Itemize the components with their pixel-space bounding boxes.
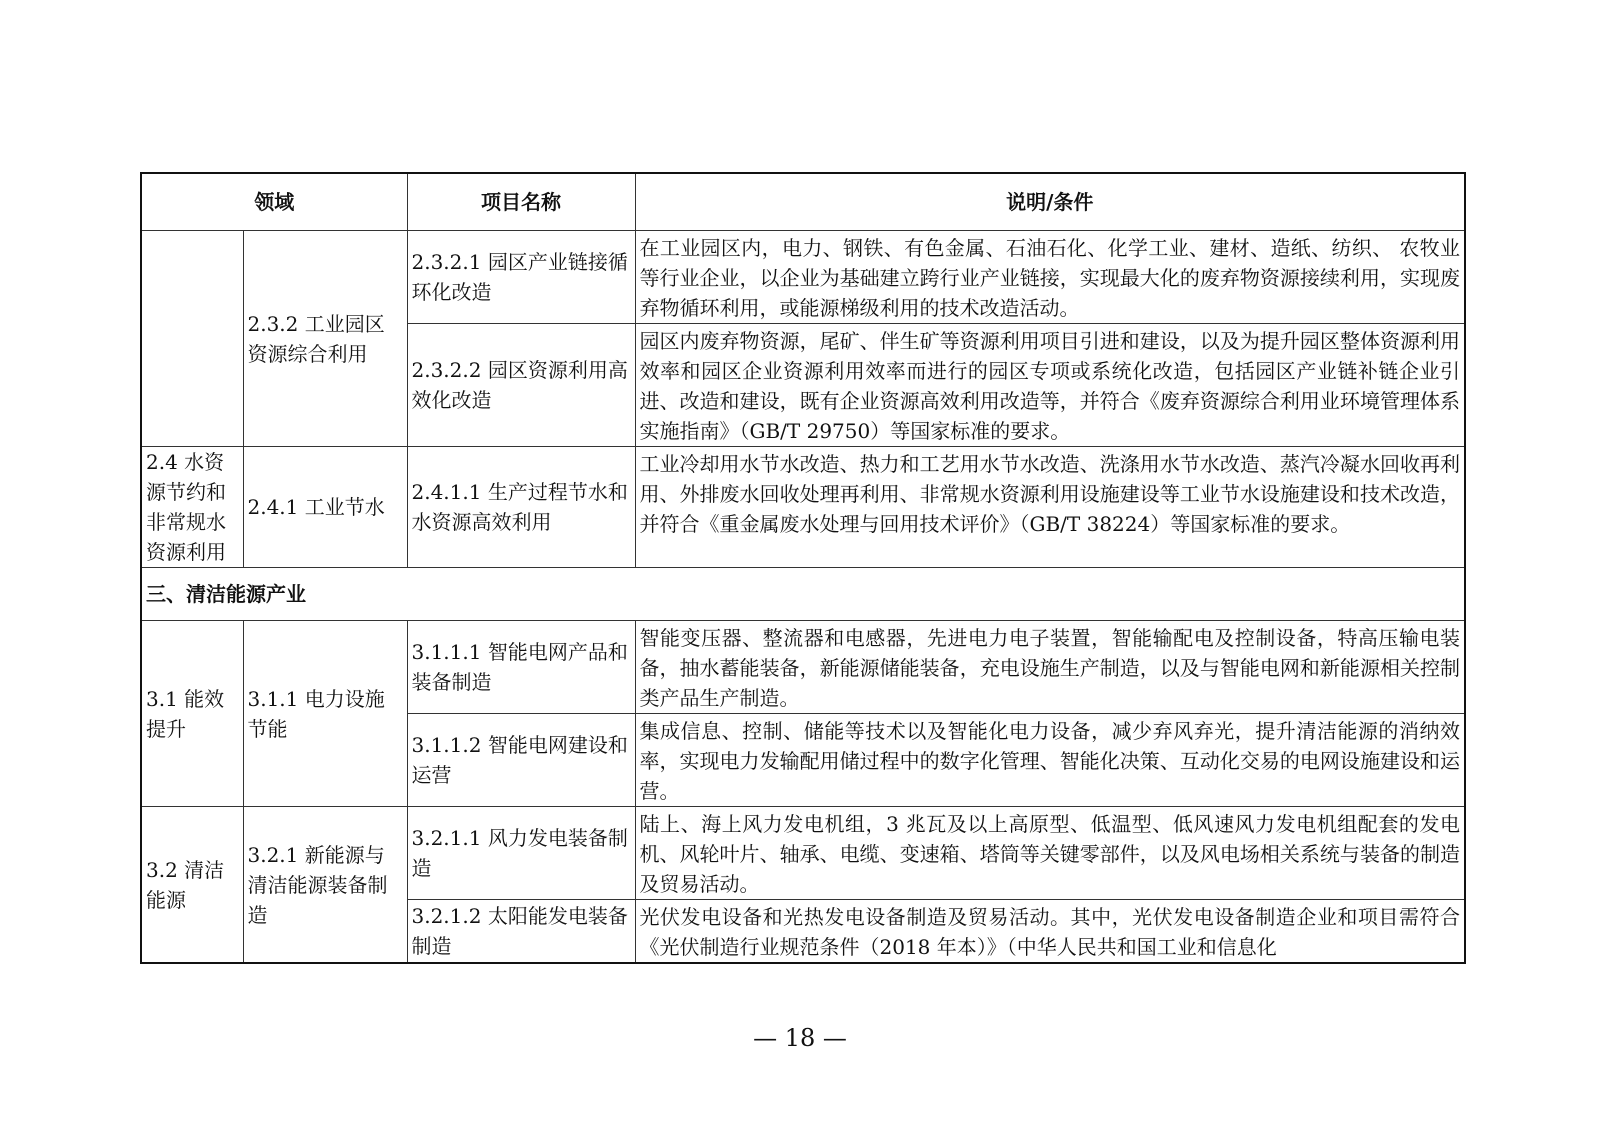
sub-domain-cell: 3.2.1 新能源与清洁能源装备制造 — [243, 807, 407, 964]
header-description: 说明/条件 — [635, 173, 1465, 231]
table-row — [141, 807, 1465, 900]
description-cell: 集成信息、控制、储能等技术以及智能化电力设备，减少弃风弃光，提升清洁能源的消纳效率，实现电力发输配用储过程中的数字化管理、智能化决策、互动化交易的电网设施建设和运营。 — [635, 714, 1465, 807]
domain-cell: 3.1 能效提升 — [141, 621, 243, 807]
header-project-name: 项目名称 — [407, 173, 635, 231]
description-cell: 在工业园区内，电力、钢铁、有色金属、石油石化、化学工业、建材、造纸、纺织、 农牧业等行业企业，以企业为基础建立跨行业产业链接，实现最大化的废弃物资源接续利用，实现废弃物循环利用，或能源梯级利用的技术改造活动。 — [635, 231, 1465, 324]
table-row — [141, 231, 1465, 324]
project-name-cell: 2.3.2.1 园区产业链接循环化改造 — [407, 231, 635, 324]
description-cell: 工业冷却用水节水改造、热力和工艺用水节水改造、洗涤用水节水改造、蒸汽冷凝水回收再利用、外排废水回收处理再利用、非常规水资源利用设施建设等工业节水设施建设和技术改造，并符合《重金属废水处理与回用技术评价》（GB/T 38224）等国家标准的要求。 — [635, 447, 1465, 568]
sub-domain-cell: 3.1.1 电力设施节能 — [243, 621, 407, 807]
project-name-cell: 3.2.1.2 太阳能发电装备制造 — [407, 900, 635, 964]
sub-domain-cell: 2.3.2 工业园区资源综合利用 — [243, 231, 407, 447]
description-cell: 光伏发电设备和光热发电设备制造及贸易活动。其中，光伏发电设备制造企业和项目需符合《光伏制造行业规范条件（2018 年本）》（中华人民共和国工业和信息化 — [635, 900, 1465, 964]
project-name-cell: 2.3.2.2 园区资源利用高效化改造 — [407, 324, 635, 447]
project-name-cell: 2.4.1.1 生产过程节水和水资源高效利用 — [407, 447, 635, 568]
table-row — [141, 447, 1465, 568]
project-name-cell: 3.2.1.1 风力发电装备制造 — [407, 807, 635, 900]
project-name-cell: 3.1.1.1 智能电网产品和装备制造 — [407, 621, 635, 714]
description-cell: 园区内废弃物资源，尾矿、伴生矿等资源利用项目引进和建设，以及为提升园区整体资源利用效率和园区企业资源利用效率而进行的园区专项或系统化改造，包括园区产业链补链企业引进、改造和建设，既有企业资源高效利用改造等，并符合《废弃资源综合利用业环境管理体系实施指南》（GB/T 29750）等国家标准的要求。 — [635, 324, 1465, 447]
page-number: — 18 — — [753, 1024, 847, 1052]
project-name-cell: 3.1.1.2 智能电网建设和运营 — [407, 714, 635, 807]
header-domain: 领域 — [141, 173, 407, 231]
domain-cell: 3.2 清洁能源 — [141, 807, 243, 964]
section-row — [141, 568, 1465, 621]
domain-cell-empty — [141, 231, 243, 447]
description-cell: 智能变压器、整流器和电感器，先进电力电子装置，智能输配电及控制设备，特高压输电装备，抽水蓄能装备，新能源储能装备，充电设施生产制造，以及与智能电网和新能源相关控制类产品生产制造。 — [635, 621, 1465, 714]
section-title: 三、清洁能源产业 — [141, 568, 1465, 621]
table-row — [141, 621, 1465, 714]
standards-table — [140, 172, 1466, 964]
sub-domain-cell: 2.4.1 工业节水 — [243, 447, 407, 568]
domain-cell: 2.4 水资源节约和非常规水资源利用 — [141, 447, 243, 568]
table-header-row — [141, 173, 1465, 231]
description-cell: 陆上、海上风力发电机组，3 兆瓦及以上高原型、低温型、低风速风力发电机组配套的发电机、风轮叶片、轴承、电缆、变速箱、塔筒等关键零部件，以及风电场相关系统与装备的制造及贸易活动。 — [635, 807, 1465, 900]
